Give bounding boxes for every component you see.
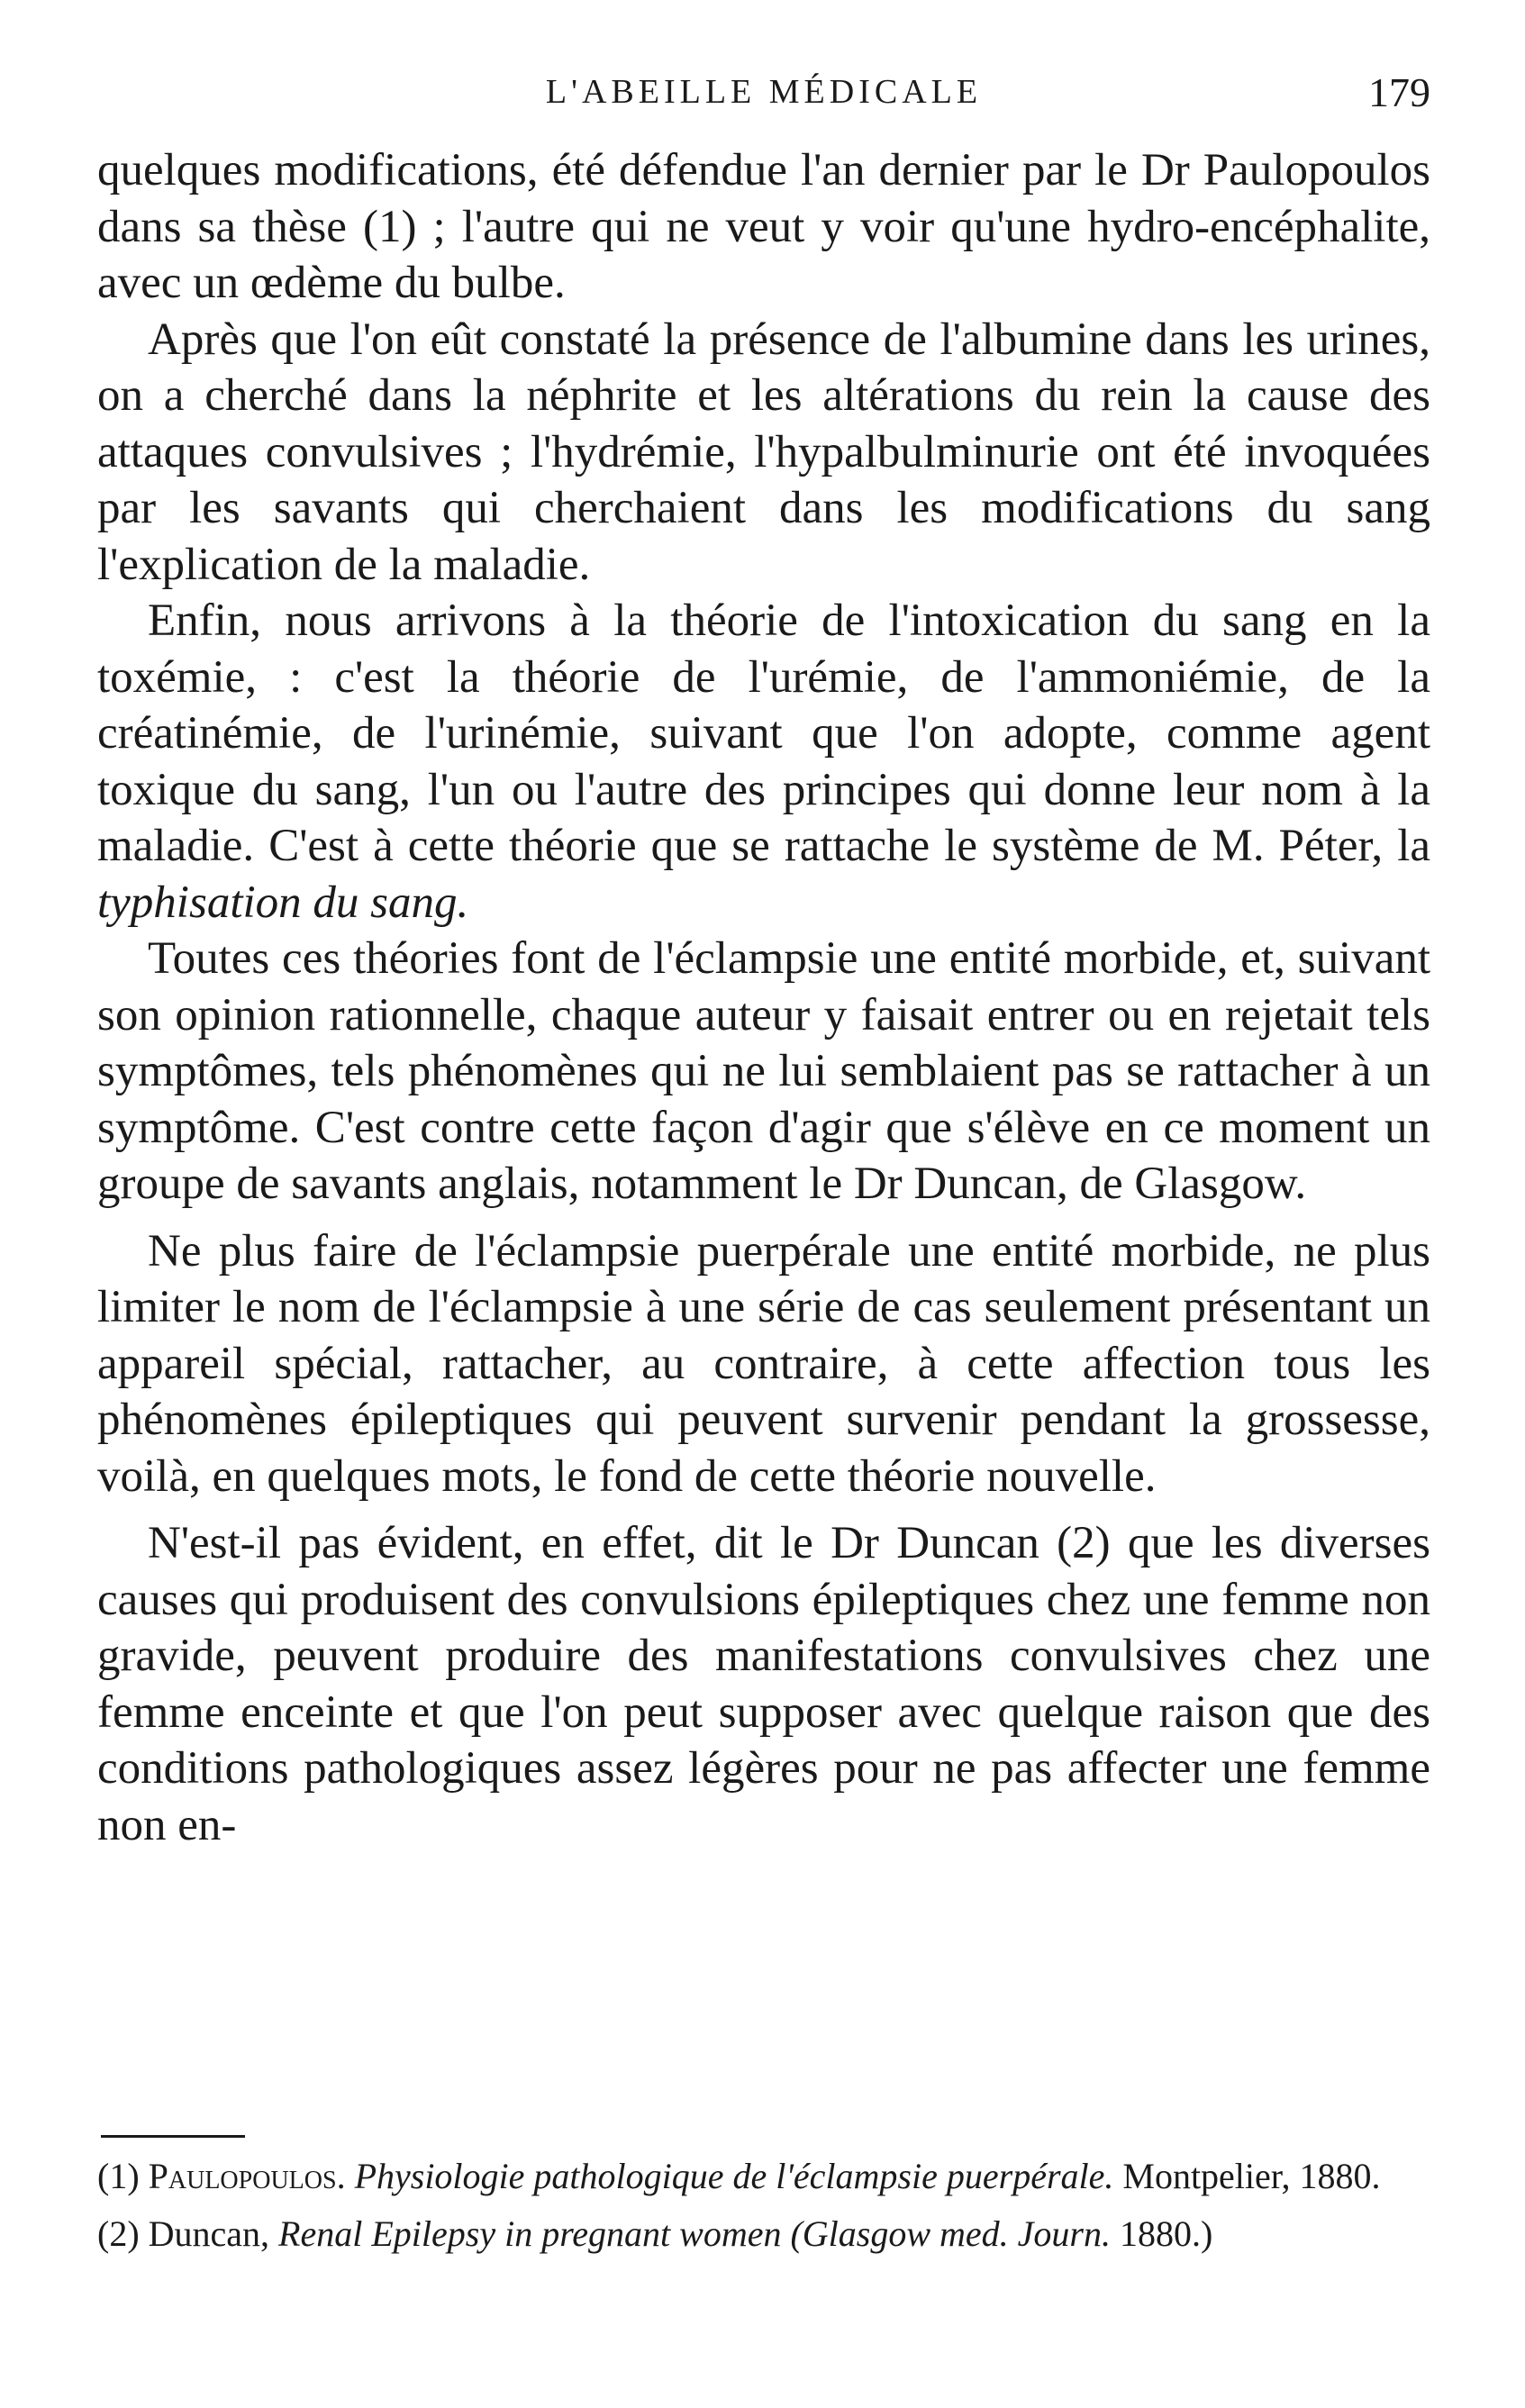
footnote-rule <box>101 2135 245 2138</box>
paragraph-3 <box>97 593 1430 931</box>
footnote-1-marker: (1) <box>97 2156 140 2196</box>
paragraph-4: Toutes ces théories font de l'éclampsie une entité morbide, et, suivant son opinion rationnelle, chaque auteur y faisait entrer ou en rejetait tels symptômes, tels phénomènes qui ne lui semblaient pas se rattacher à un symptôme. C'est contre cette façon d'agir que s'élève en ce moment un groupe de savants anglais, notamment le Dr Duncan, de Glasgow. <box>97 933 1430 1209</box>
footnote-1-place-year: Montpelier, 1880. <box>1122 2156 1381 2196</box>
paragraph-5: Ne plus faire de l'éclampsie puerpérale une entité morbide, ne plus limiter le nom de l'éclampsie à une série de cas seulement présentant un appareil spécial, rattacher, au contraire, à cette affection tous les phénomènes épileptiques qui peuvent survenir pendant la grossesse, voilà, en quelques mots, le fond de cette théorie nouvelle. <box>97 1225 1430 1502</box>
footnote-2-source: (Glasgow med. Journ. <box>790 2213 1111 2254</box>
paragraph-3-text: Enfin, nous arrivons à la théorie de l'intoxication du sang en la toxémie, : c'est la théorie de l'urémie, de l'ammoniémie, de la créatinémie, de l'urinémie, suivant que l'on adopte, comme agent toxique du sang, l'un ou l'autre des principes qui donne leur nom à la maladie. C'est à cette théorie que se rattache le système de M. Péter, la <box>97 595 1430 871</box>
footnote-2-author: Duncan, <box>148 2213 270 2254</box>
running-title: L'ABEILLE MÉDICALE <box>545 73 983 111</box>
paragraph-6: N'est-il pas évident, en effet, dit le Dr Duncan (2) que les diverses causes qui produisent des convulsions épileptiques chez une femme non gravide, peuvent produire des manifestations convulsives chez une femme enceinte et que l'on peut supposer avec quelque raison que des conditions pathologiques assez légères pour ne pas affecter une femme non en- <box>97 1518 1430 1850</box>
footnote-1 <box>97 2155 1430 2198</box>
body-text <box>97 142 1430 1853</box>
footnote-1-author: Paulopoulos. <box>148 2156 346 2196</box>
paragraph-3-italic: typhisation du sang. <box>97 877 469 928</box>
page-number: 179 <box>1368 69 1430 115</box>
paragraph-2: Après que l'on eût constaté la présence de l'albumine dans les urines, on a cherché dans la néphrite et les altérations du rein la cause des attaques convulsives ; l'hydrémie, l'hypalbulminurie ont été invoquées par les savants qui cherchaient dans les modifications du sang l'explication de la maladie. <box>97 313 1430 590</box>
footnote-2 <box>97 2213 1430 2256</box>
footnote-2-marker: (2) <box>97 2213 140 2254</box>
running-head <box>97 69 1430 126</box>
footnotes <box>97 2155 1430 2270</box>
paragraph-1: quelques modifications, été défendue l'an dernier par le Dr Paulopoulos dans sa thèse (1) ; l'autre qui ne veut y voir qu'une hydro-encéphalite, avec un œdème du bulbe. <box>97 145 1430 308</box>
footnote-2-title: Renal Epilepsy in pregnant women <box>278 2213 782 2254</box>
footnote-2-year: 1880.) <box>1120 2213 1213 2254</box>
footnote-1-title: Physiologie pathologique de l'éclampsie puerpérale. <box>354 2156 1114 2196</box>
